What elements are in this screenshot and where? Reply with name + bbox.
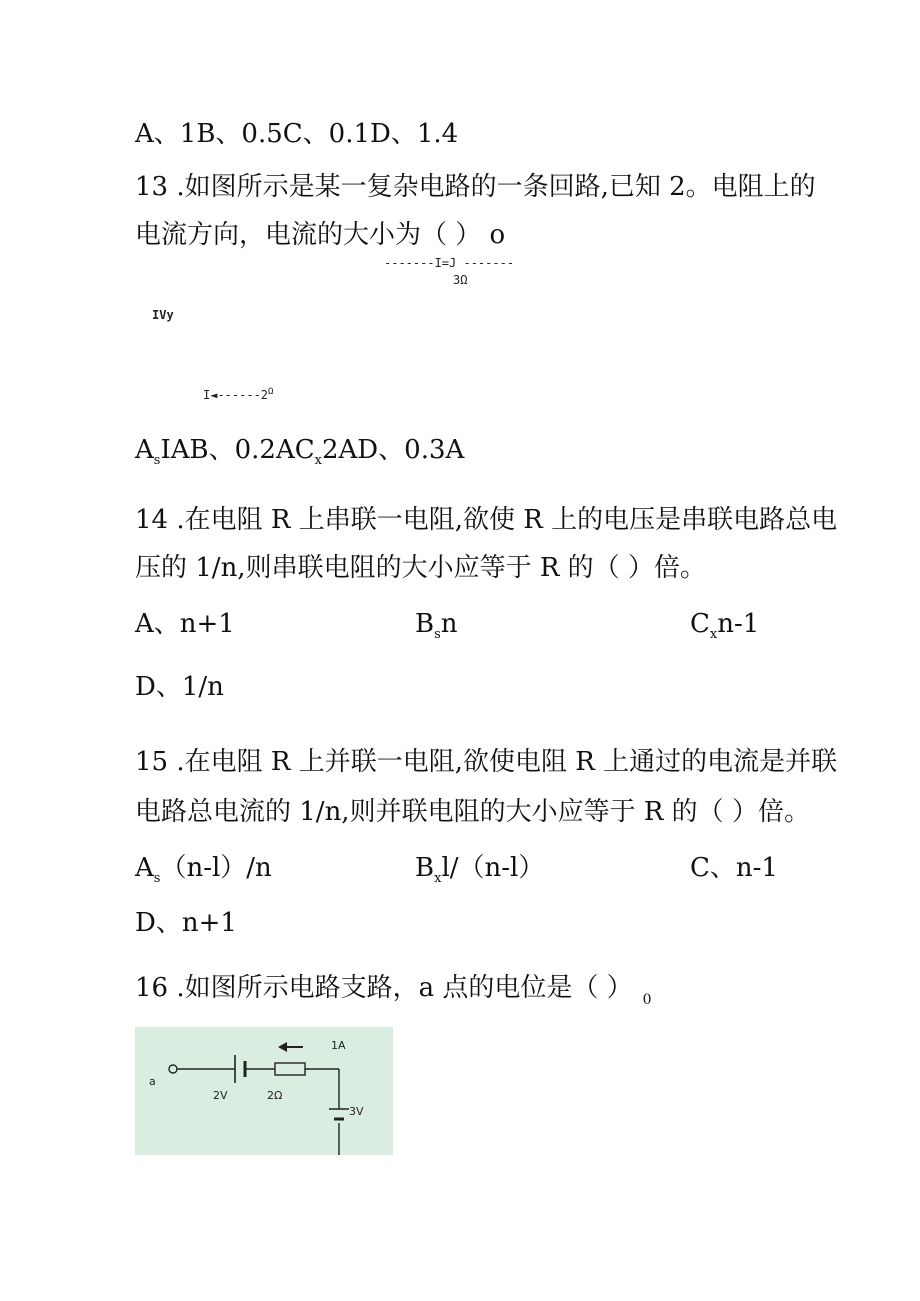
q16-stem: [135, 971, 652, 1017]
q13-figure-left: IVy: [152, 308, 174, 322]
label-3v: 3V: [349, 1105, 364, 1118]
q13-opt-rest: 2AD、0.3A: [321, 435, 465, 465]
q13-figure-bottom-sup: Ω: [268, 387, 274, 397]
q13-figure-top-resistor: 3Ω: [453, 273, 468, 287]
q15-stem-line2: 电路总电流的 1/n,则并联电阻的大小应等于 R 的（ ）倍。: [135, 797, 810, 827]
q15-opt-d: D、n+1: [135, 908, 237, 938]
q15-opt-a-rest: （n-l）/n: [160, 853, 272, 883]
q15-opt-a: [135, 851, 272, 896]
q14-opt-b-sub: s: [434, 627, 441, 642]
q14-opt-b: [415, 607, 458, 652]
q13-stem-line2: 电流方向，电流的大小为（ ） o: [135, 220, 506, 250]
q13-figure-bottom-text: I◄------2: [203, 388, 269, 402]
label-1a: 1A: [331, 1039, 346, 1052]
q16-stem-text: 16 .如图所示电路支路，a 点的电位是（ ）: [135, 973, 633, 1003]
q13-opt-mid: IAB、0.2AC: [160, 435, 315, 465]
q15-opt-b-rest: l/（n-l）: [441, 853, 545, 883]
q15-opt-a-main: A: [135, 853, 154, 883]
q14-stem-line2: 压的 1/n,则串联电阻的大小应等于 R 的（ ）倍。: [135, 553, 706, 583]
q13-figure-bottom: [203, 387, 273, 402]
q15-opt-b-main: B: [415, 853, 435, 883]
q14-opt-c-sub: x: [709, 627, 718, 642]
q13-figure-top: -------I=J -------: [384, 256, 515, 270]
q15-opt-a-sub: s: [153, 871, 161, 886]
q16-stem-tail: 0: [642, 992, 652, 1008]
q13-opt-c-sub: x: [314, 453, 322, 468]
q14-stem-line1: 14 .在电阻 R 上串联一电阻,欲使 R 上的电压是串联电路总电: [135, 505, 838, 535]
label-a: a: [149, 1075, 156, 1088]
q15-stem-line1: 15 .在电阻 R 上并联一电阻,欲使电阻 R 上通过的电流是并联: [135, 747, 838, 777]
q14-opt-c-rest: n-1: [717, 609, 760, 639]
q14-opt-c-main: C: [690, 609, 710, 639]
q14-opt-d: D、1/n: [135, 672, 224, 702]
circuit-background: [135, 1027, 393, 1155]
q15-opt-c: C、n-1: [690, 853, 778, 883]
q16-circuit-diagram: [135, 1027, 393, 1155]
q15-opt-b-sub: x: [434, 871, 442, 886]
label-2ohm: 2Ω: [267, 1089, 283, 1102]
q13-opt-a-sub: s: [153, 453, 161, 468]
label-2v: 2V: [213, 1089, 228, 1102]
q13-stem-line1: 13 .如图所示是某一复杂电路的一条回路,已知 2。电阻上的: [135, 172, 816, 202]
q14-opt-b-main: B: [415, 609, 435, 639]
q14-opt-c: [690, 607, 759, 652]
q14-opt-b-rest: n: [440, 609, 458, 639]
q13-options: [135, 433, 464, 478]
q12-options: A、1B、0.5C、0.1D、1.4: [135, 119, 459, 149]
q13-opt-a: A: [135, 435, 154, 465]
q15-opt-b: [415, 851, 544, 896]
q14-opt-a: A、n+1: [135, 609, 235, 639]
